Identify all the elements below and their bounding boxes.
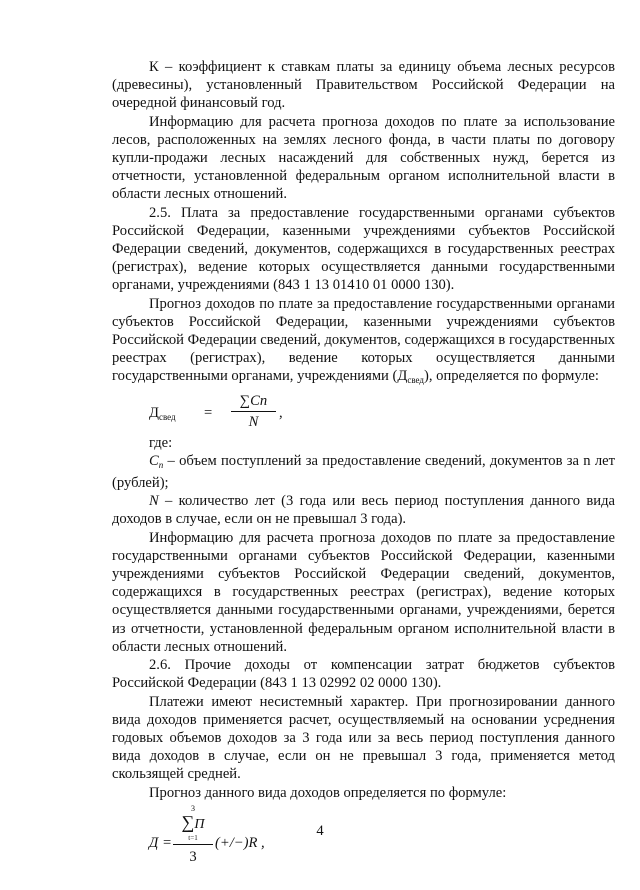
formula2-lower-limit: t=1: [173, 834, 213, 845]
forecast-text-end: ), определяется по формуле:: [423, 368, 599, 385]
definition-n: N – количество лет (3 года или весь период поступления данного вида доходов в случае, если он не превышал 3 года).: [112, 493, 615, 528]
forecast-subscript: свед: [407, 375, 424, 386]
formula1-fraction: [231, 392, 276, 431]
formula1-comma: ,: [279, 404, 283, 421]
formula1-numerator: ∑Cn: [231, 392, 276, 412]
definition-cn: $C_n$ – объем поступлений за предоставление сведений, документов за n лет (рублей);: [112, 452, 615, 492]
formula2-lhs: Д: [149, 834, 159, 851]
formula2-summand: П: [194, 816, 205, 832]
paragraph-section-2-6: 2.6. Прочие доходы от компенсации затрат бюджетов субъектов Российской Федерации (843 1 13 02992 02 0000 130).: [112, 657, 615, 692]
document-body: [112, 58, 615, 864]
formula2-equals: =: [163, 834, 172, 851]
paragraph-formula-intro: Прогноз данного вида доходов определяется по формуле:: [149, 784, 507, 801]
paragraph-forecast-info: [112, 295, 615, 390]
paragraph-payments: Платежи имеют несистемный характер. При прогнозировании данного вида доходов применяется расчет, осуществляемый на основании усреднения годовых объемов доходов за 3 года или за весь период поступления данного вида доходов в случае, если он не превышал 3 года, применяется метод скользящей средней.: [112, 693, 615, 783]
page-number: 4: [316, 823, 324, 839]
formula1-lhs: $Д_{свед}$: [149, 404, 176, 422]
formula-d-sved: [149, 392, 615, 432]
formula2-upper-limit: 3: [191, 803, 195, 813]
forecast-text: Прогноз доходов по плате за предоставление государственными органами субъектов Российской Федерации, казенными учреждениями субъектов Российской Федерации сведений, документов, содержащихся в государственных реестрах (регистрах), ведение которых осуществляется данными государственными органами, учреждениями (Д: [112, 295, 615, 385]
paragraph-k-coefficient: К – коэффициент к ставкам платы за единицу объема лесных ресурсов (древесины), установленный Правительством Российской Федерации на очередной финансовый год.: [112, 59, 615, 112]
formula2-denominator: 3: [189, 848, 197, 865]
paragraph-info-sources: Информацию для расчета прогноза доходов по плате за предоставление государственными органами субъектов Российской Федерации, казенными учреждениями субъектов Российской Федерации сведений, документов, содержащихся в государственных реестрах (регистрах), ведение которых осуществляется данными государственными органами, учреждениями, берется из отчетности, установленной федеральным органом исполнительной власти в области лесных отношений.: [112, 529, 615, 655]
paragraph-section-2-5: 2.5. Плата за предоставление государственными органами субъектов Российской Федерации, казенными учреждениями субъектов Российской Федерации сведений, документов, содержащихся в государственных реестрах (регистрах), ведение которых осуществляется данными государственными органами, учреждениями (843 1 13 01410 01 0000 130).: [112, 204, 615, 294]
formula2-rest: (+/−)R ,: [215, 834, 265, 851]
formula2-sum-symbol: ∑: [181, 811, 195, 832]
where-label: где:: [149, 434, 173, 451]
formula1-denominator: N: [248, 413, 259, 430]
paragraph-forest-info: Информацию для расчета прогноза доходов по плате за использование лесов, расположенных на землях лесного фонда, в части платы по договору купли-продажи лесных насаждений для собственных нужд, берется из отчетности, установленной федеральным органом исполнительной власти в области лесных отношений.: [112, 113, 615, 203]
formula1-equals: =: [204, 404, 213, 421]
